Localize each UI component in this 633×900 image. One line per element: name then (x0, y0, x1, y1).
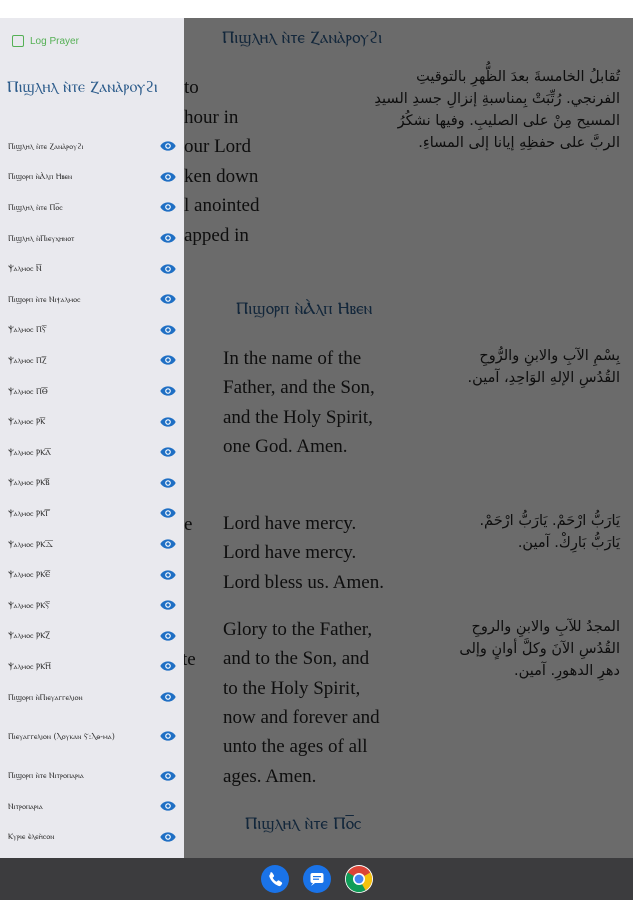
drawer-item[interactable] (0, 590, 184, 621)
eye-icon[interactable] (160, 324, 176, 336)
eye-icon[interactable] (160, 770, 176, 782)
drawer-item-label: Ⲯⲁⲗⲙⲟⲥ ⲢⲔⲄ̅ (8, 508, 51, 518)
eye-icon[interactable] (160, 538, 176, 550)
drawer-item-label: Ⲡⲓϣⲟⲣⲡ ⲛ̀Ⲁ̀ⲗⲡ Ⲏⲃⲉⲛ (8, 172, 73, 182)
drawer-item-label: Ⲡⲓϣⲟⲣⲡ ⲛ̀Ⲡⲓⲉⲩⲁⲅⲅⲉⲗⲓⲟⲛ (8, 692, 83, 702)
drawer-item[interactable] (0, 651, 184, 682)
drawer-item-label: Ⲡⲓϣⲗⲏⲗ ⲛ̀Ⲡⲓⲉⲩⲭⲏⲛⲟⲧ (8, 233, 75, 243)
status-bar (0, 0, 633, 18)
drawer-title: Ⲡⲓϣⲗⲏⲗ ⲛ̀ⲧⲉ Ⲍⲁⲛⲁ̀ⲣⲟⲩϩⲓ (7, 77, 158, 96)
eye-icon[interactable] (160, 800, 176, 812)
log-prayer-checkbox[interactable] (12, 35, 24, 47)
drawer-item[interactable] (0, 498, 184, 529)
eye-icon[interactable] (160, 630, 176, 642)
drawer-item-label: Ⲡⲓϣⲟⲣⲡ ⲛ̀ⲧⲉ Ⲛⲓⲧⲣⲟⲡⲁⲣⲓⲁ (8, 771, 84, 781)
eye-icon[interactable] (160, 660, 176, 672)
drawer-item[interactable] (0, 223, 184, 254)
drawer-item[interactable] (0, 559, 184, 590)
eye-icon[interactable] (160, 354, 176, 366)
drawer-item[interactable] (0, 437, 184, 468)
drawer-item[interactable] (0, 791, 184, 822)
drawer-item-label: Ⲯⲁⲗⲙⲟⲥ ⲢⲔⲊ̅ (8, 600, 51, 610)
eye-icon[interactable] (160, 416, 176, 428)
drawer-item-label: Ⲯⲁⲗⲙⲟⲥ ⲢⲔⲈ̅ (8, 570, 51, 580)
eye-icon[interactable] (160, 385, 176, 397)
drawer-item[interactable] (0, 822, 184, 853)
eye-icon[interactable] (160, 263, 176, 275)
drawer-item-label: Ⲡⲓϣⲗⲏⲗ ⲛ̀ⲧⲉ Ⲍⲁⲛⲁ̀ⲣⲟⲩϩⲓ (8, 141, 84, 151)
navigation-drawer (0, 18, 184, 858)
drawer-item-label: Ⲯⲁⲗⲙⲟⲥ ⲢⲔ̅ (8, 417, 46, 427)
drawer-item-label: Ⲡⲓⲉⲩⲁⲅⲅⲉⲗⲓⲟⲛ (Ⲗⲟⲩⲕⲁⲛ Ⲋ:Ⲗⲑ-ⲙⲁ) (8, 731, 115, 741)
drawer-item-label: Ⲯⲁⲗⲙⲟⲥ ⲠⲊ̅ (8, 325, 47, 335)
drawer-item-label: Ⲯⲁⲗⲙⲟⲥ ⲢⲔⲂ̅ (8, 478, 50, 488)
drawer-item[interactable] (0, 162, 184, 193)
eye-icon[interactable] (160, 140, 176, 152)
eye-icon[interactable] (160, 569, 176, 581)
drawer-item[interactable] (0, 712, 184, 760)
drawer-item[interactable] (0, 760, 184, 791)
drawer-item[interactable] (0, 131, 184, 162)
eye-icon[interactable] (160, 201, 176, 213)
phone-icon[interactable] (261, 865, 289, 893)
drawer-item-label: Ⲯⲁⲗⲙⲟⲥ ⲢⲔⲎ̅ (8, 661, 51, 671)
eye-icon[interactable] (160, 730, 176, 742)
eye-icon[interactable] (160, 171, 176, 183)
eye-icon[interactable] (160, 507, 176, 519)
drawer-item[interactable] (0, 406, 184, 437)
drawer-item-label: Ⲯⲁⲗⲙⲟⲥ ⲢⲔⲆ̅ (8, 539, 54, 549)
drawer-item-label: Ⲯⲁⲗⲙⲟⲥ ⲠⲌ̅ (8, 355, 47, 365)
drawer-item[interactable] (0, 284, 184, 315)
drawer-item[interactable] (0, 682, 184, 713)
drawer-item[interactable] (0, 376, 184, 407)
log-prayer-label: Log Prayer (30, 35, 79, 47)
drawer-item[interactable] (0, 315, 184, 346)
drawer-item-label: Ⲡⲓϣⲗⲏⲗ ⲛ̀ⲧⲉ Ⲡⲟ̅ⲥ (8, 202, 63, 212)
eye-icon[interactable] (160, 232, 176, 244)
eye-icon[interactable] (160, 599, 176, 611)
drawer-item-label: Ⲛⲓⲧⲣⲟⲡⲁⲣⲓⲁ (8, 801, 43, 811)
drawer-item[interactable] (0, 621, 184, 652)
drawer-item-label: Ⲯⲁⲗⲙⲟⲥ ⲢⲔⲀ̅ (8, 447, 52, 457)
eye-icon[interactable] (160, 446, 176, 458)
system-nav-bar (0, 858, 633, 900)
drawer-item-label: Ⲕⲩⲣⲓⲉ ⲉ̀ⲗⲉⲏ̀ⲥⲟⲛ (8, 832, 55, 842)
eye-icon[interactable] (160, 477, 176, 489)
messages-icon[interactable] (303, 865, 331, 893)
drawer-item-label: Ⲯⲁⲗⲙⲟⲥ ⲠⲐ̅ (8, 386, 48, 396)
chrome-icon[interactable] (345, 865, 373, 893)
drawer-item[interactable] (0, 468, 184, 499)
drawer-item-label: Ⲡⲓϣⲟⲣⲡ ⲛ̀ⲧⲉ Ⲛⲓⲯⲁⲗⲙⲟⲥ (8, 294, 81, 304)
drawer-item-label: Ⲯⲁⲗⲙⲟⲥ ⲢⲔⲌ̅ (8, 631, 50, 641)
eye-icon[interactable] (160, 691, 176, 703)
drawer-item[interactable] (0, 529, 184, 560)
log-prayer-toggle[interactable] (12, 35, 79, 47)
drawer-item[interactable] (0, 253, 184, 284)
eye-icon[interactable] (160, 831, 176, 843)
drawer-item-label: Ⲯⲁⲗⲙⲟⲥ Ⲛ̅ (8, 264, 42, 274)
drawer-item[interactable] (0, 345, 184, 376)
drawer-item[interactable] (0, 192, 184, 223)
eye-icon[interactable] (160, 293, 176, 305)
